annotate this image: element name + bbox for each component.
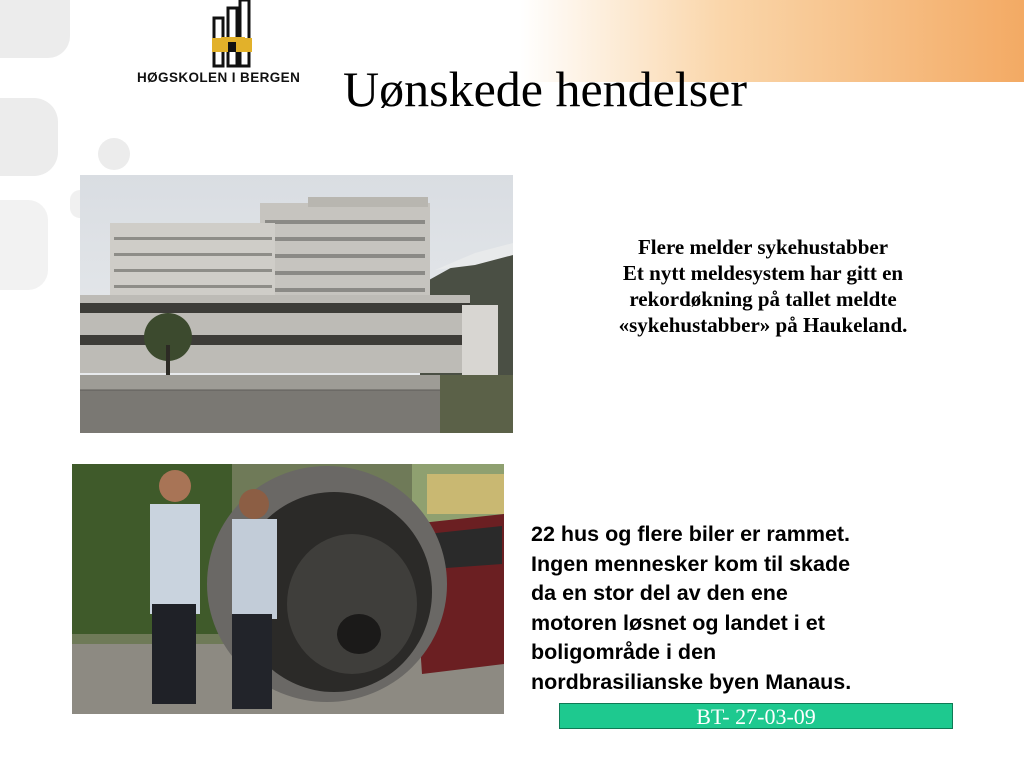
story2-line: da en stor del av den ene [531, 581, 788, 605]
story1-line: «sykehustabber» på Haukeland. [618, 313, 908, 337]
building-icon [214, 0, 249, 66]
story1-headline: Flere melder sykehustabber [637, 235, 889, 259]
story2-line: Ingen mennesker kom til skade [531, 551, 851, 576]
slide-title: Uønskede hendelser [343, 61, 748, 117]
story2-line: nordbrasilianske byen Manaus. [531, 669, 852, 694]
decorative-dot [98, 138, 130, 170]
story2-caption [531, 520, 971, 697]
story2-line: 22 hus og flere biler er rammet. [531, 522, 851, 546]
story2-line: boligområde i den [531, 640, 717, 664]
logo-text: HØGSKOLEN I BERGEN [137, 70, 301, 85]
engine-wreck-photo [72, 464, 504, 714]
decorative-block [0, 0, 70, 58]
decorative-block [0, 200, 48, 290]
story2-line: motoren løsnet og landet i et [531, 610, 825, 635]
decorative-block [0, 98, 58, 176]
hospital-building-photo [80, 175, 513, 433]
story1-line: Et nytt meldesystem har gitt en [622, 261, 904, 285]
story1-caption [553, 234, 973, 338]
story1-line: rekordøkning på tallet meldte [629, 287, 897, 311]
source-tag: BT- 27-03-09 [559, 703, 953, 729]
